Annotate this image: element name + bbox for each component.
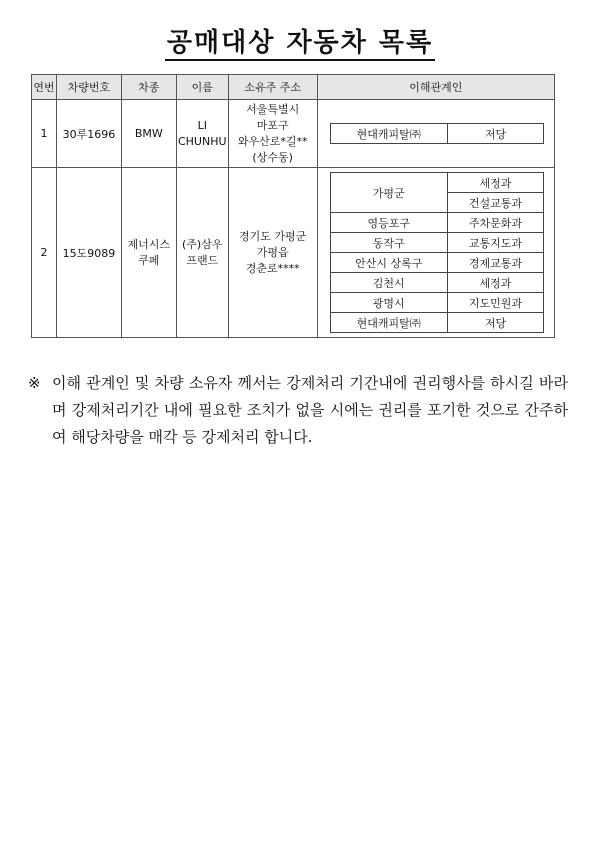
party-row <box>330 213 543 233</box>
header-model: 차종 <box>121 75 176 100</box>
row-no: 2 <box>32 168 57 338</box>
party-org: 가평군 <box>330 173 447 213</box>
row-model: BMW <box>121 100 176 168</box>
notice-paragraph <box>28 370 568 451</box>
row-name: (주)삼우 프랜드 <box>176 168 228 338</box>
party-row <box>330 313 543 333</box>
header-no: 연번 <box>32 75 57 100</box>
party-role: 지도민원과 <box>447 293 543 313</box>
table-header-row <box>32 75 555 100</box>
party-row <box>330 273 543 293</box>
row-parties <box>317 100 554 168</box>
party-role: 저당 <box>447 313 543 333</box>
party-row <box>330 173 543 193</box>
parties-table <box>330 172 544 333</box>
party-role: 주차문화과 <box>447 213 543 233</box>
party-row <box>330 253 543 273</box>
party-row <box>330 124 543 144</box>
party-org: 안산시 상록구 <box>330 253 447 273</box>
notice-text: 이해 관계인 및 차량 소유자 께서는 강제처리 기간내에 권리행사를 하시길 바라며 강제처리기간 내에 필요한 조치가 없을 시에는 권리를 포기한 것으로 간주하여 해당차량을 매각 등 강제처리 합니다. <box>52 374 568 446</box>
row-address: 경기도 가평군 가평읍 경춘로**** <box>228 168 317 338</box>
party-role: 교통지도과 <box>447 233 543 253</box>
party-org: 영등포구 <box>330 213 447 233</box>
party-role: 세정과 <box>447 173 543 193</box>
party-row <box>330 233 543 253</box>
party-role: 저당 <box>447 124 543 144</box>
party-org: 현대캐피탈㈜ <box>330 313 447 333</box>
parties-table <box>330 123 544 144</box>
row-parties <box>317 168 554 338</box>
party-org: 김천시 <box>330 273 447 293</box>
table-row <box>32 100 555 168</box>
party-role: 건설교통과 <box>447 193 543 213</box>
party-org: 광명시 <box>330 293 447 313</box>
party-org: 현대캐피탈㈜ <box>330 124 447 144</box>
row-model: 제너시스 쿠페 <box>121 168 176 338</box>
header-address: 소유주 주소 <box>228 75 317 100</box>
reference-mark-icon: ※ <box>28 374 41 392</box>
row-name: LI CHUNHU <box>176 100 228 168</box>
header-plate: 차량번호 <box>56 75 121 100</box>
party-role: 세정과 <box>447 273 543 293</box>
header-parties: 이해관계인 <box>317 75 554 100</box>
party-row <box>330 293 543 313</box>
row-address: 서울특별시 마포구 와우산로*길** (상수동) <box>228 100 317 168</box>
table-row <box>32 168 555 338</box>
row-plate: 15도9089 <box>56 168 121 338</box>
row-plate: 30루1696 <box>56 100 121 168</box>
vehicle-list-table <box>31 74 555 338</box>
header-name: 이름 <box>176 75 228 100</box>
party-org: 동작구 <box>330 233 447 253</box>
row-no: 1 <box>32 100 57 168</box>
party-role: 경제교통과 <box>447 253 543 273</box>
page-title: 공매대상 자동차 목록 <box>0 22 600 59</box>
